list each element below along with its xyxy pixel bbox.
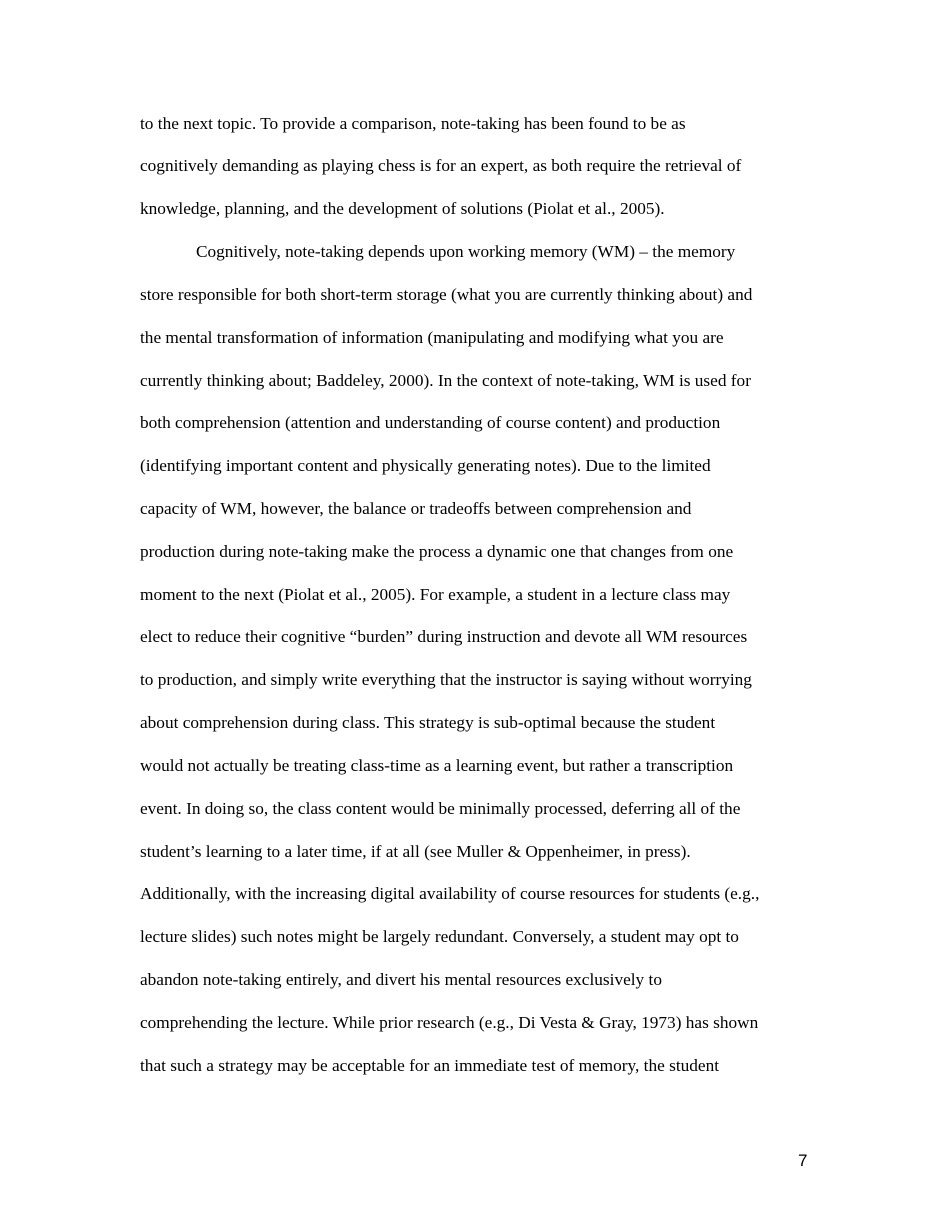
text-line: that such a strategy may be acceptable for an immediate test of memory, the student [140,1056,720,1075]
text-line: lecture slides) such notes might be largely redundant. Conversely, a student may opt to [140,927,739,946]
text-line: elect to reduce their cognitive “burden” during instruction and devote all WM resources [140,627,748,646]
text-line: abandon note-taking entirely, and divert his mental resources exclusively to [140,970,662,989]
text-line: to the next topic. To provide a comparison, note-taking has been found to be as [140,114,686,133]
text-line: (identifying important content and physically generating notes). Due to the limited [140,456,711,475]
text-line: capacity of WM, however, the balance or tradeoffs between comprehension and [140,499,692,518]
text-line: moment to the next (Piolat et al., 2005). For example, a student in a lecture class may [140,585,731,604]
text-line: event. In doing so, the class content would be minimally processed, deferring all of the [140,799,741,818]
text-line: store responsible for both short-term storage (what you are currently thinking about) and [140,285,753,304]
text-line: would not actually be treating class-time as a learning event, but rather a transcription [140,756,734,775]
text-line: Additionally, with the increasing digital availability of course resources for students (e.g., [140,884,760,903]
text-line: the mental transformation of information (manipulating and modifying what you are [140,328,724,347]
page-number: 7 [798,1151,808,1170]
text-line: currently thinking about; Baddeley, 2000). In the context of note-taking, WM is used for [140,371,751,390]
text-line: student’s learning to a later time, if at all (see Muller & Oppenheimer, in press). [140,842,691,861]
text-line: production during note-taking make the process a dynamic one that changes from one [140,542,734,561]
text-line: knowledge, planning, and the development of solutions (Piolat et al., 2005). [140,199,665,218]
text-line: both comprehension (attention and understanding of course content) and production [140,413,721,432]
paragraph-first-line: Cognitively, note-taking depends upon working memory (WM) – the memory [196,242,736,261]
text-line: about comprehension during class. This strategy is sub-optimal because the student [140,713,716,732]
text-line: to production, and simply write everything that the instructor is saying without worrying [140,670,752,689]
text-line: comprehending the lecture. While prior research (e.g., Di Vesta & Gray, 1973) has shown [140,1013,759,1032]
text-line: cognitively demanding as playing chess is for an expert, as both require the retrieval of [140,156,742,175]
